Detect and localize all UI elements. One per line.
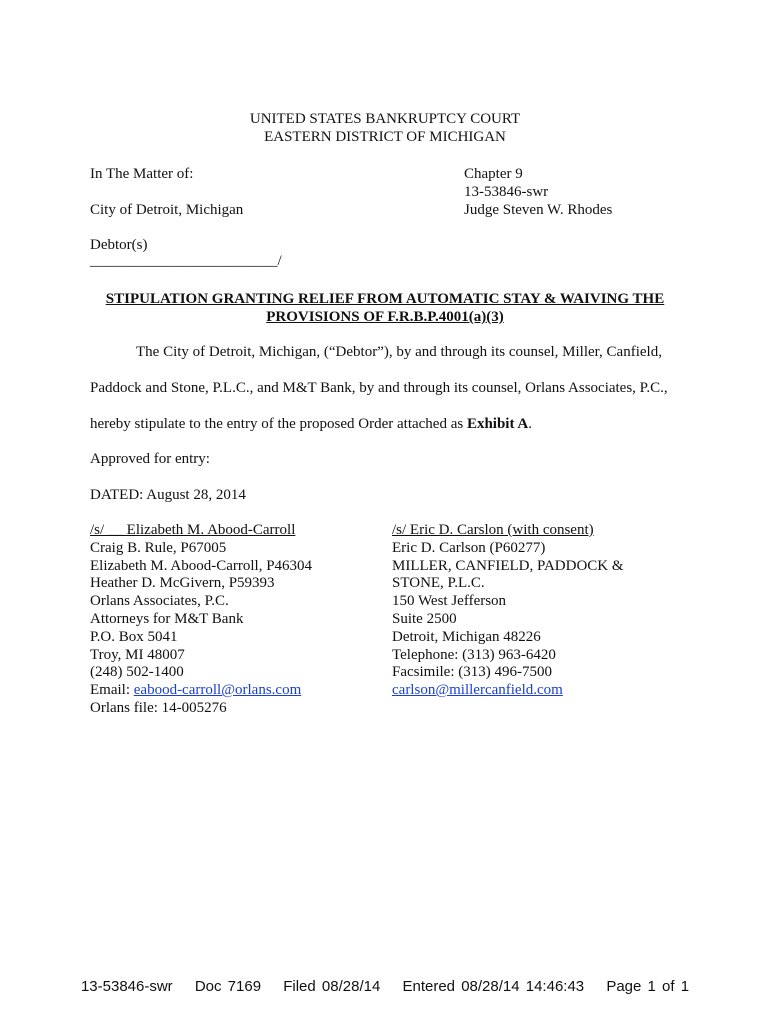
right-block-line: Detroit, Michigan 48226: [392, 628, 541, 645]
caption-signature-line: _________________________/: [90, 253, 282, 269]
right-signature-block: [392, 522, 624, 700]
footer-page-number: Page 1 of 1: [606, 978, 690, 995]
footer-doc-number: Doc 7169: [194, 978, 262, 995]
right-email-link[interactable]: carlson@millercanfield.com: [392, 682, 563, 699]
body-paragraph-line3-end: .: [528, 416, 532, 432]
left-block-line: Craig B. Rule, P67005: [90, 539, 227, 556]
dated-line: DATED: August 28, 2014: [90, 487, 246, 503]
document-title-line1: STIPULATION GRANTING RELIEF FROM AUTOMATIC STAY & WAIVING THE: [105, 291, 665, 307]
email-label: Email:: [90, 682, 134, 699]
footer-entered-date: Entered 08/28/14 14:46:43: [402, 978, 585, 995]
debtor-label: Debtor(s): [90, 237, 148, 253]
filing-footer: [0, 978, 770, 995]
exhibit-reference: Exhibit A: [466, 416, 529, 432]
judge-name: Judge Steven W. Rhodes: [464, 202, 613, 218]
in-the-matter-label: In The Matter of:: [90, 166, 194, 182]
orlans-file-number: Orlans file: 14-005276: [90, 699, 227, 716]
case-number: 13-53846-swr: [464, 184, 549, 200]
right-block-line: Suite 2500: [392, 610, 457, 627]
body-paragraph-line3: [90, 416, 532, 433]
body-paragraph-line1: The City of Detroit, Michigan, (“Debtor”), by and through its counsel, Miller, Canfield,: [136, 344, 662, 360]
body-paragraph-line2: Paddock and Stone, P.L.C., and M&T Bank, by and through its counsel, Orlans Associates, P.C.,: [90, 380, 668, 396]
right-block-line: STONE, P.L.C.: [392, 575, 485, 592]
right-block-line: Facsimile: (313) 496-7500: [392, 664, 552, 681]
left-block-line: Elizabeth M. Abood-Carroll, P46304: [90, 557, 313, 574]
right-signature: /s/ Eric D. Carslon (with consent): [392, 522, 594, 538]
left-block-line: Heather D. McGivern, P59393: [90, 575, 275, 592]
right-block-line: Telephone: (313) 963-6420: [392, 646, 556, 663]
debtor-name: City of Detroit, Michigan: [90, 202, 244, 218]
left-block-line: (248) 502-1400: [90, 664, 184, 681]
body-paragraph-line3-text: hereby stipulate to the entry of the proposed Order attached as: [90, 416, 467, 432]
left-email-line: [90, 682, 312, 700]
footer-case-number: 13-53846-swr: [80, 978, 173, 995]
right-block-line: MILLER, CANFIELD, PADDOCK &: [392, 557, 624, 574]
footer-filed-date: Filed 08/28/14: [283, 978, 381, 995]
court-name: UNITED STATES BANKRUPTCY COURT: [249, 111, 521, 127]
left-block-line: P.O. Box 5041: [90, 628, 178, 645]
approved-for-entry: Approved for entry:: [90, 451, 210, 467]
right-block-line: 150 West Jefferson: [392, 593, 507, 610]
left-signature: /s/ __ Elizabeth M. Abood-Carroll: [90, 522, 296, 538]
left-block-line: Troy, MI 48007: [90, 646, 185, 663]
document-title-line2: PROVISIONS OF F.R.B.P.4001(a)(3): [266, 309, 504, 325]
left-email-link[interactable]: eabood-carroll@orlans.com: [133, 682, 302, 699]
right-block-line: Eric D. Carlson (P60277): [392, 539, 546, 556]
chapter-label: Chapter 9: [464, 166, 523, 182]
left-signature-block: [90, 522, 312, 718]
court-district: EASTERN DISTRICT OF MICHIGAN: [264, 129, 506, 145]
left-block-line: Orlans Associates, P.C.: [90, 593, 229, 610]
left-block-line: Attorneys for M&T Bank: [90, 610, 244, 627]
